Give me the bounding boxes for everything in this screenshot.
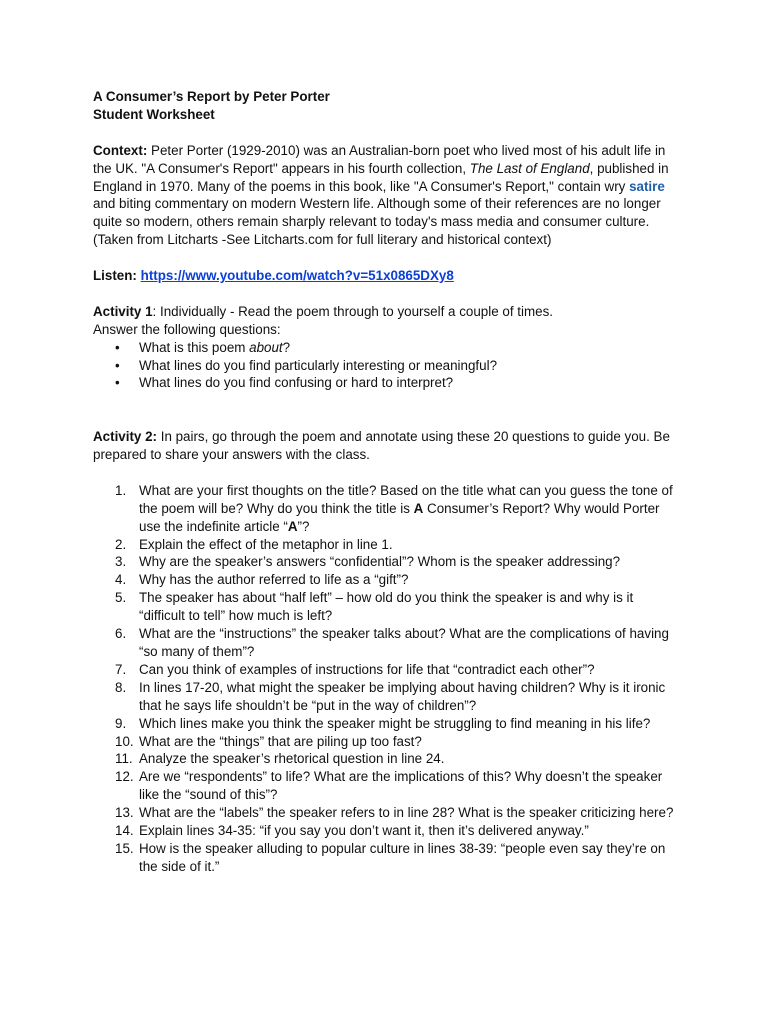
question-text: What are your first thoughts on the title? Based on the title what can you guess the tone of the poem will be? Why do you think the title is (139, 482, 673, 516)
question-bold: A (287, 518, 298, 534)
context-paragraph (93, 142, 678, 249)
question-number: 6. (115, 626, 127, 642)
spacer (93, 249, 678, 267)
question-number: 15. (115, 840, 134, 856)
question-text: Can you think of examples of instructions for life that “contradict each other”? (139, 661, 595, 677)
question-number: 5. (115, 590, 127, 606)
question-text: Explain lines 34-35: “if you say you don’t want it, then it’s delivered anyway.” (139, 823, 589, 839)
question-number: 13. (115, 805, 134, 821)
spacer (93, 124, 678, 142)
list-item (115, 840, 678, 876)
list-item (115, 804, 678, 822)
youtube-link[interactable]: https://www.youtube.com/watch?v=51x0865DXy8 (140, 268, 454, 284)
activity1-question-list (93, 339, 678, 393)
question-text: Which lines make you think the speaker might be struggling to find meaning in his life? (139, 715, 651, 731)
question-number: 4. (115, 572, 127, 588)
listen-line (93, 267, 678, 285)
question-text: In lines 17-20, what might the speaker be implying about having children? Why is it ironic that he says life shouldn’t be “put in the way of children”? (139, 679, 666, 713)
list-item (139, 357, 678, 375)
activity2-label: Activity 2: (93, 429, 157, 445)
question-number: 11. (115, 751, 133, 767)
activity1-line (93, 303, 678, 321)
list-item (139, 374, 678, 392)
question-number: 12. (115, 769, 134, 785)
satire-link[interactable]: satire (629, 178, 665, 194)
context-text-2: , published in England in 1970. Many of the poems in this book, like "A Consumer's Report," contain wry (93, 160, 669, 194)
activity1-text: : Individually - Read the poem through to yourself a couple of times. (152, 303, 553, 319)
context-label: Context: (93, 142, 148, 158)
list-item (115, 536, 678, 554)
question-number: 8. (115, 679, 127, 695)
book-title: The Last of England (469, 160, 590, 176)
bullet-text-end: ? (282, 339, 291, 355)
list-item (115, 822, 678, 840)
question-text: Consumer’s Report? Why would Porter use the indefinite article “ (139, 500, 660, 534)
question-number: 2. (115, 536, 127, 552)
list-item (115, 661, 678, 679)
list-item (115, 589, 678, 625)
question-text: What are the “things” that are piling up too fast? (139, 733, 422, 749)
list-item (115, 768, 678, 804)
question-text: Why has the author referred to life as a “gift”? (139, 572, 409, 588)
spacer (93, 392, 678, 428)
list-item (115, 482, 678, 536)
question-text: Are we “respondents” to life? What are the implications of this? Why doesn’t the speaker like the “sound of this”? (139, 769, 663, 803)
activity1-label: Activity 1 (93, 303, 153, 319)
activity2-paragraph (93, 428, 678, 464)
question-text: Analyze the speaker’s rhetorical question in line 24. (139, 751, 445, 767)
bullet-emphasis: about (249, 339, 283, 355)
question-bold: A (413, 500, 424, 516)
question-number: 9. (115, 715, 127, 731)
list-item (115, 571, 678, 589)
list-item (115, 733, 678, 751)
question-number: 1. (115, 482, 127, 498)
list-item (139, 339, 678, 357)
question-text: What are the “instructions” the speaker talks about? What are the complications of having “so many of them”? (139, 626, 669, 660)
list-item (115, 679, 678, 715)
document-title: A Consumer’s Report by Peter Porter (93, 89, 330, 104)
document-subtitle: Student Worksheet (93, 106, 215, 122)
activity1-instruction: Answer the following questions: (93, 321, 281, 337)
listen-label: Listen: (93, 268, 137, 284)
list-item (115, 625, 678, 661)
spacer (93, 464, 678, 482)
bullet-text: What lines do you find particularly interesting or meaningful? (139, 357, 498, 373)
question-number: 14. (115, 823, 134, 839)
question-text: Why are the speaker’s answers “confidential”? Whom is the speaker addressing? (139, 554, 621, 570)
activity2-question-list (93, 482, 678, 876)
list-item (115, 715, 678, 733)
question-text: ”? (297, 518, 310, 534)
context-text-1: Peter Porter (1929-2010) was an Australian-born poet who lived most of his adult life in the UK. "A Consumer's Report" appears in his fourth collection, (93, 142, 666, 176)
activity2-text: In pairs, go through the poem and annotate using these 20 questions to guide you. Be prepared to share your answers with the class. (93, 429, 670, 463)
question-number: 3. (115, 554, 127, 570)
bullet-text: What is this poem (139, 339, 250, 355)
question-number: 10. (115, 733, 134, 749)
list-item (115, 553, 678, 571)
list-item (115, 750, 678, 768)
question-number: 7. (115, 661, 127, 677)
spacer (93, 285, 678, 303)
question-text: Explain the effect of the metaphor in line 1. (139, 536, 393, 552)
question-text: The speaker has about “half left” – how old do you think the speaker is and why is it “difficult to tell” how much is left? (139, 590, 634, 624)
question-text: What are the “labels” the speaker refers to in line 28? What is the speaker criticizing here? (139, 805, 674, 821)
bullet-text: What lines do you find confusing or hard to interpret? (139, 375, 454, 391)
context-text-3: and biting commentary on modern Western life. Although some of their references are no longer quite so modern, others remain sharply relevant to today's mass media and consumer culture. (Taken from Litcharts -See Litcharts.com for full literary and historical context) (93, 196, 661, 248)
question-text: How is the speaker alluding to popular culture in lines 38-39: “people even say they’re on the side of it.” (139, 840, 666, 874)
